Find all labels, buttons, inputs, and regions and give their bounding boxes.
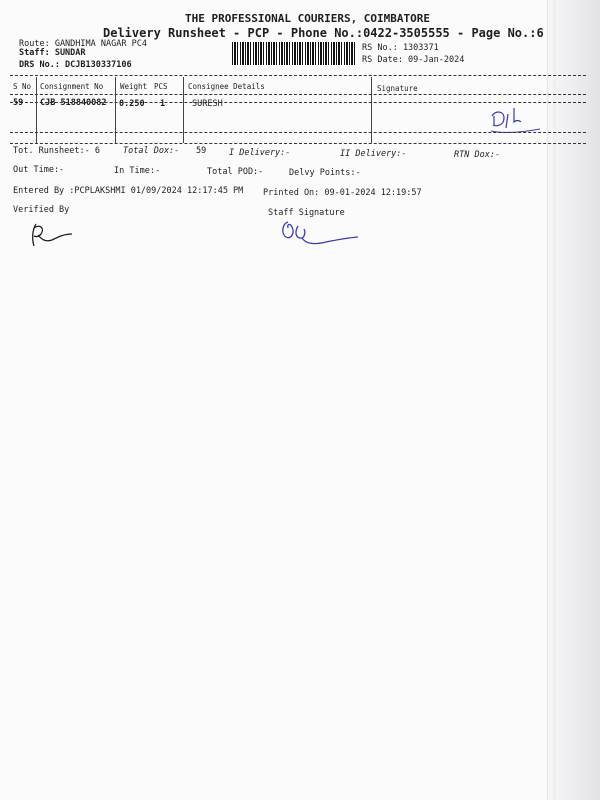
staff-signature bbox=[278, 216, 364, 250]
col-header-weight: Weight bbox=[120, 82, 148, 91]
col-header-consignee: Consignee Details bbox=[188, 82, 265, 91]
col-header-consignment: Consignment No bbox=[40, 82, 104, 91]
scan-edge-line bbox=[553, 0, 556, 800]
drs-number: DRS No.: DCJB130337106 bbox=[19, 60, 132, 70]
table-top-rule bbox=[10, 75, 586, 76]
verifier-signature bbox=[28, 220, 76, 250]
ii-delivery: II Delivery:- bbox=[340, 149, 407, 159]
table-bottom-rule-2 bbox=[10, 143, 586, 144]
col-divider bbox=[36, 77, 37, 143]
company-title: THE PROFESSIONAL COURIERS, COIMBATORE bbox=[185, 12, 431, 25]
staff-label: Staff: SUNDAR bbox=[19, 48, 86, 58]
row-consignment: CJB 518840082 bbox=[40, 98, 107, 108]
row-weight: 0.250 bbox=[119, 99, 145, 109]
runsheet-title: Delivery Runsheet - PCP - Phone No.:0422-3505555 - Page No.:6 bbox=[103, 26, 544, 40]
route-label: Route: GANDHIMA NAGAR PC4 bbox=[19, 39, 147, 49]
table-bottom-rule bbox=[10, 132, 586, 133]
rtn-dox: RTN Dox:- bbox=[454, 150, 501, 160]
col-header-pcs: PCS bbox=[154, 82, 168, 91]
row-consignee: SURESH bbox=[192, 99, 223, 109]
col-divider bbox=[183, 77, 184, 143]
tot-runsheet: Tot. Runsheet:- 6 bbox=[13, 146, 100, 156]
col-header-sno: S No bbox=[13, 82, 32, 91]
out-time: Out Time:- bbox=[13, 165, 65, 175]
col-divider bbox=[115, 77, 116, 143]
rs-date: RS Date: 09-Jan-2024 bbox=[362, 55, 465, 65]
verified-by-label: Verified By bbox=[13, 205, 70, 215]
rs-number: RS No.: 1303371 bbox=[362, 43, 439, 53]
barcode bbox=[232, 42, 356, 65]
total-dox-label: Total Dox:- bbox=[123, 146, 180, 156]
staff-signature-label: Staff Signature bbox=[268, 208, 345, 218]
in-time: In Time:- bbox=[114, 166, 161, 176]
col-header-signature: Signature bbox=[377, 84, 418, 93]
table-header-rule bbox=[10, 94, 586, 95]
printed-on: Printed On: 09-01-2024 12:19:57 bbox=[263, 188, 422, 198]
total-pod: Total POD:- bbox=[207, 167, 264, 177]
i-delivery: I Delivery:- bbox=[229, 148, 291, 158]
total-dox-value: 59 bbox=[196, 146, 207, 156]
row-sno: 59 bbox=[13, 98, 24, 108]
col-divider bbox=[371, 77, 372, 143]
entered-by: Entered By :PCPLAKSHMI 01/09/2024 12:17:45 PM bbox=[13, 186, 244, 196]
row-pcs: 1 bbox=[160, 99, 166, 109]
delvy-points: Delvy Points:- bbox=[289, 168, 361, 178]
